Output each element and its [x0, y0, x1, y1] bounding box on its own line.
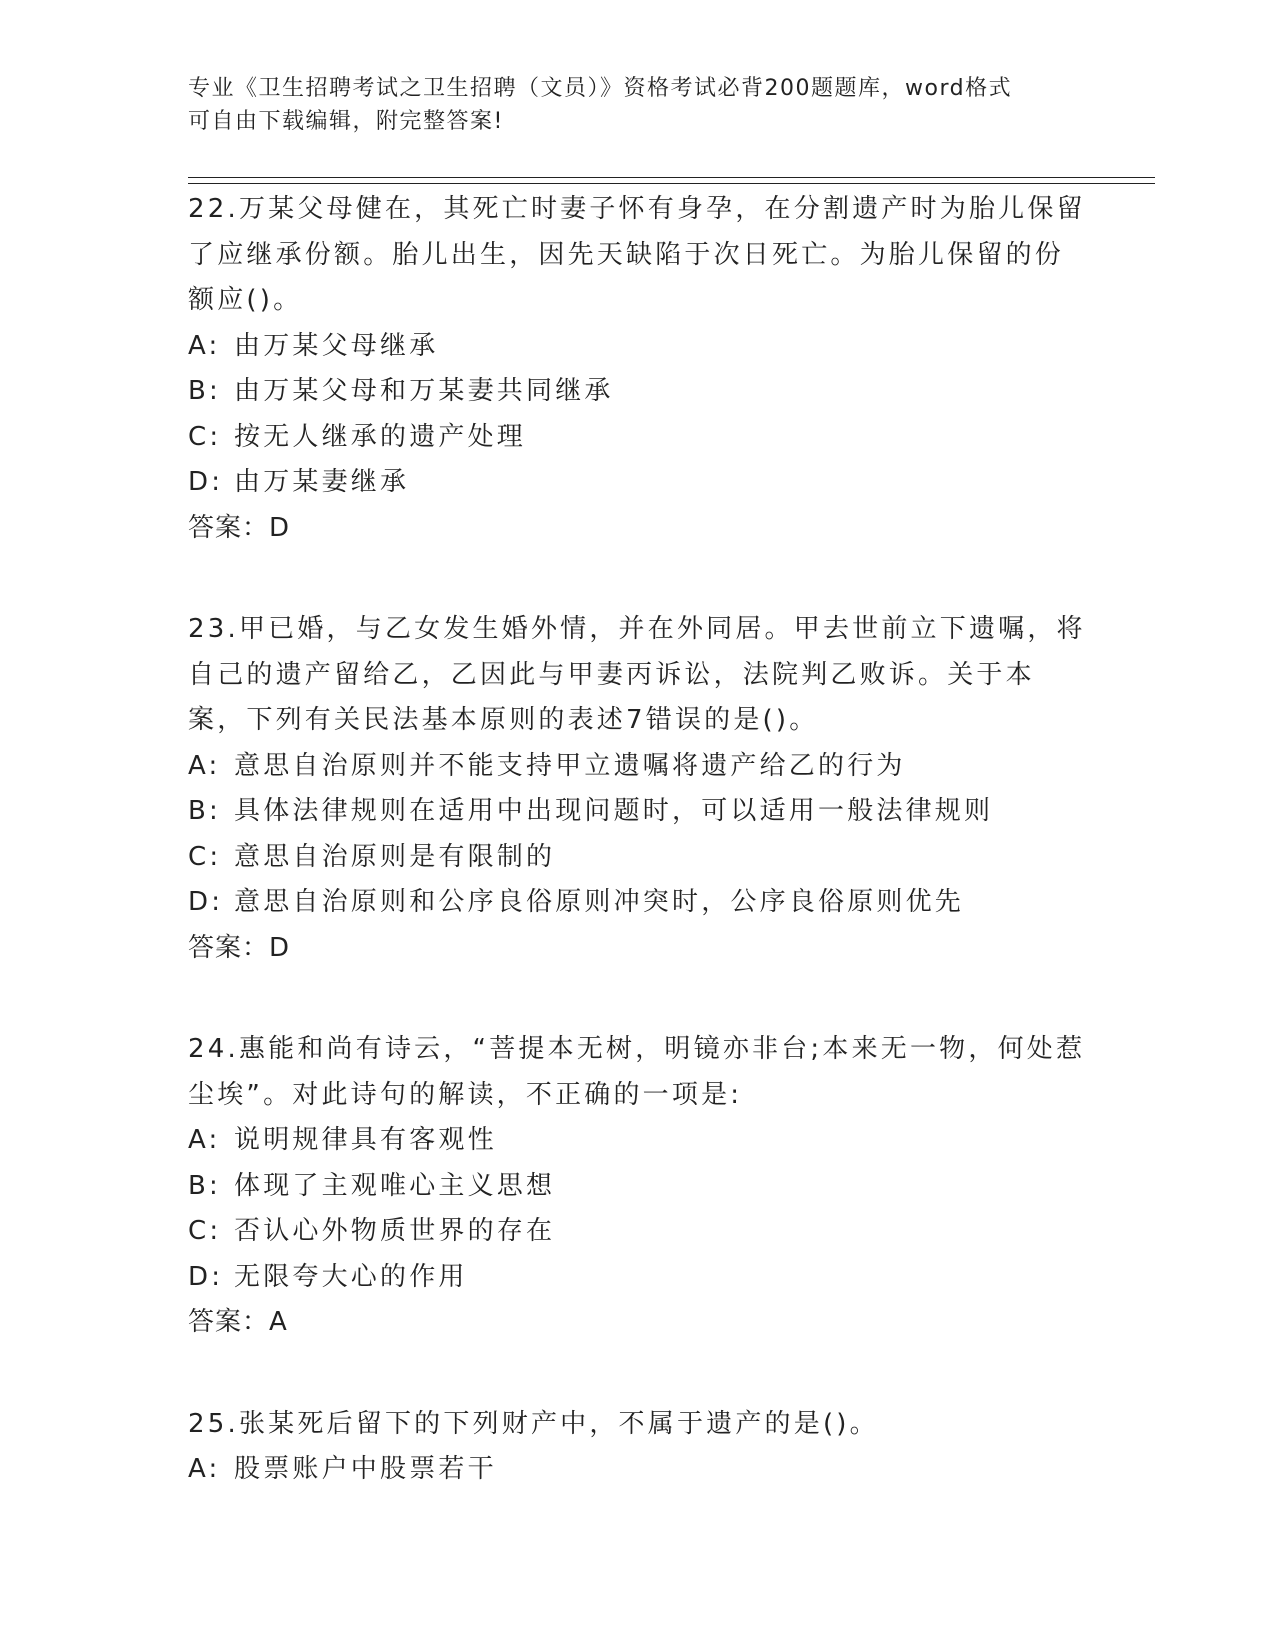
option-letter: B: [188, 1170, 221, 1201]
option-letter: A: [188, 1454, 221, 1484]
option-text: 股票账户中股票若干 [234, 1454, 497, 1484]
option-d [188, 880, 1088, 926]
option-a [188, 1118, 1088, 1164]
option-c [188, 1209, 1088, 1255]
option-text: 意思自治原则是有限制的 [234, 841, 556, 872]
option-letter: D: [188, 467, 224, 497]
question-25 [188, 1402, 1088, 1493]
question-23 [188, 607, 1088, 971]
option-letter: C: [188, 841, 222, 872]
option-text: 由万某父母继承 [234, 330, 439, 361]
option-letter: A: [188, 330, 221, 361]
option-letter: B: [188, 376, 221, 406]
option-letter: D: [188, 887, 224, 917]
option-c [188, 835, 1088, 881]
question-text: 25.张某死后留下的下列财产中，不属于遗产的是()。 [188, 1408, 879, 1439]
option-b [188, 789, 1088, 835]
header-line-2: 可自由下载编辑，附完整答案! [188, 109, 504, 134]
option-text: 说明规律具有客观性 [234, 1125, 497, 1155]
answer-line: 答案：D [188, 932, 291, 963]
header-divider-bottom [188, 183, 1155, 184]
option-text: 体现了主观唯心主义思想 [234, 1170, 556, 1201]
option-letter: A: [188, 1125, 221, 1155]
option-letter: C: [188, 421, 222, 452]
question-text: 22.万某父母健在，其死亡时妻子怀有身孕，在分割遗产时为胎儿保留了应继承份额。胎儿出生，因先天缺陷于次日死亡。为胎儿保留的份额应()。 [188, 194, 1086, 315]
document-header [188, 72, 1088, 138]
question-text: 24.惠能和尚有诗云，“菩提本无树，明镜亦非台;本来无一物，何处惹尘埃”。对此诗句的解读，不正确的一项是: [188, 1034, 1086, 1110]
header-divider-top [188, 177, 1155, 178]
option-b [188, 369, 1088, 415]
answer-line: 答案：A [188, 1307, 288, 1337]
option-d [188, 460, 1088, 506]
answer-line: 答案：D [188, 512, 291, 543]
option-text: 否认心外物质世界的存在 [234, 1216, 556, 1246]
option-letter: A: [188, 750, 221, 781]
question-24 [188, 1027, 1088, 1346]
option-text: 由万某妻继承 [234, 467, 410, 497]
option-text: 无限夸大心的作用 [234, 1261, 468, 1292]
option-letter: D: [188, 1261, 224, 1292]
option-letter: C: [188, 1216, 222, 1246]
question-text: 23.甲已婚，与乙女发生婚外情，并在外同居。甲去世前立下遗嘱，将自己的遗产留给乙，乙因此与甲妻丙诉讼，法院判乙败诉。关于本案，下列有关民法基本原则的表述7错误的是()。 [188, 614, 1086, 735]
option-c [188, 415, 1088, 461]
option-a [188, 744, 1088, 790]
option-text: 按无人继承的遗产处理 [234, 421, 527, 452]
option-text: 具体法律规则在适用中出现问题时，可以适用一般法律规则 [234, 796, 994, 826]
option-letter: B: [188, 796, 221, 826]
option-b [188, 1164, 1088, 1210]
question-22 [188, 187, 1088, 551]
option-text: 由万某父母和万某妻共同继承 [234, 376, 614, 406]
option-text: 意思自治原则和公序良俗原则冲突时，公序良俗原则优先 [234, 887, 965, 917]
option-d [188, 1255, 1088, 1301]
option-a [188, 324, 1088, 370]
header-line-1: 专业《卫生招聘考试之卫生招聘（文员）》资格考试必背200题题库，word格式 [188, 76, 1013, 101]
option-text: 意思自治原则并不能支持甲立遗嘱将遗产给乙的行为 [234, 750, 906, 781]
option-a [188, 1447, 1088, 1493]
question-list [188, 187, 1088, 1549]
